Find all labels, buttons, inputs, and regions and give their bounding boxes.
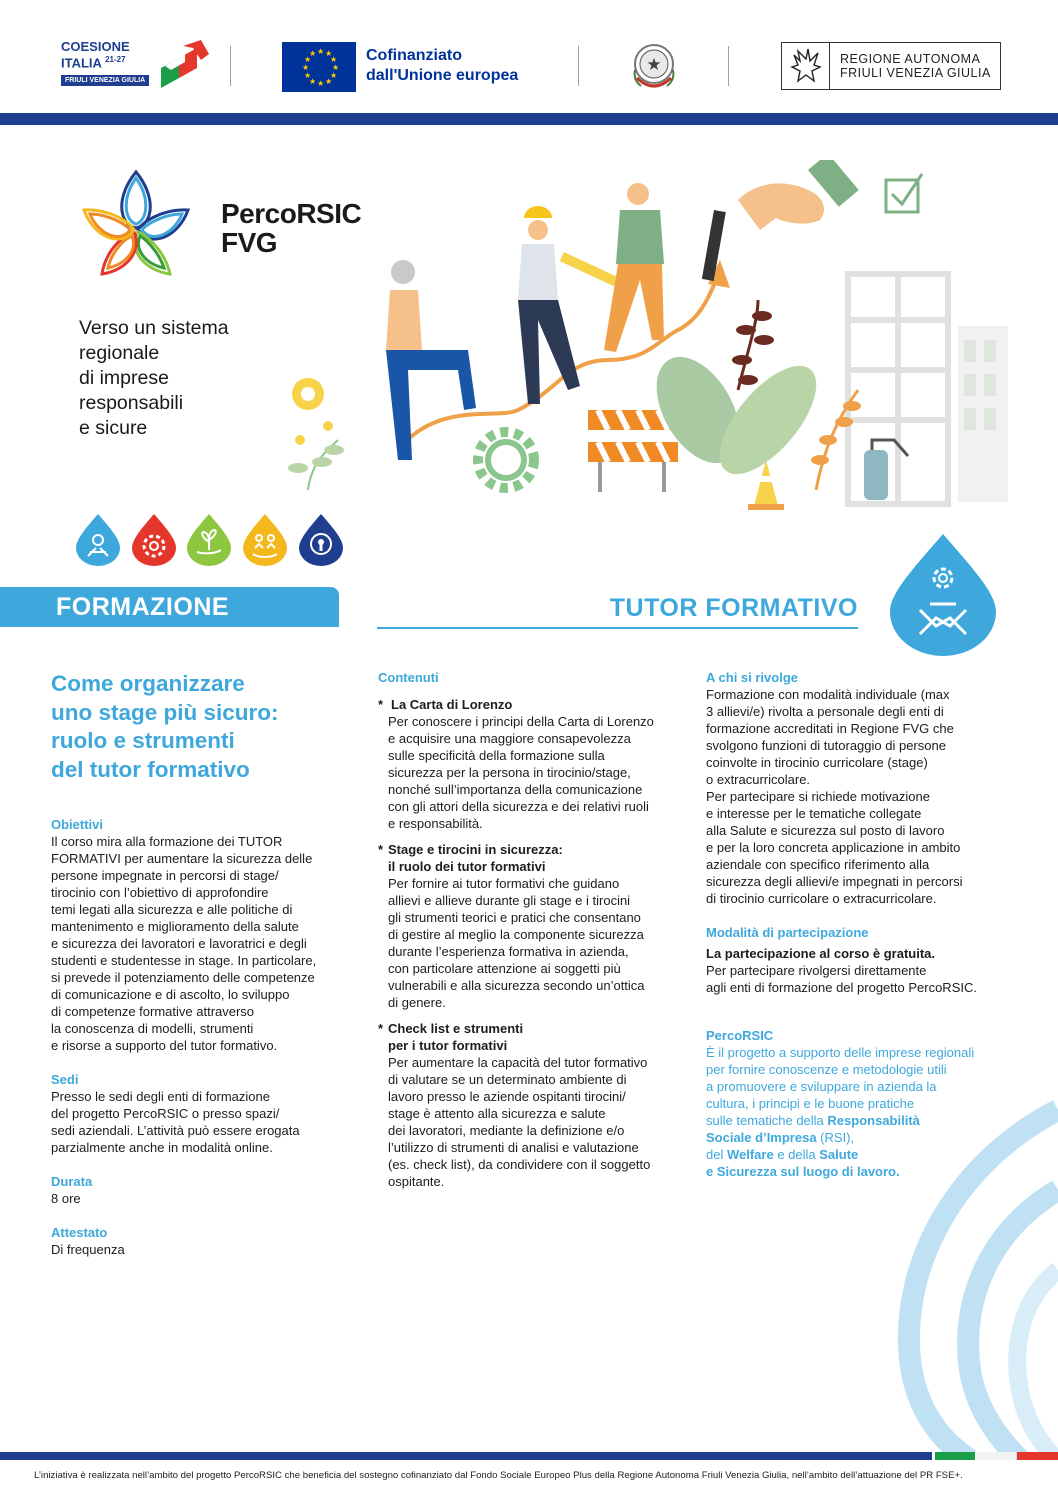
text-line: tirocinio con l’obiettivo di approfondire <box>51 885 269 900</box>
text-line: temi legati alla sicurezza e alle politiche di <box>51 902 293 917</box>
building-outline <box>848 274 948 504</box>
text-line: o extracurricolare. <box>706 772 811 787</box>
text-line: Per partecipare rivolgersi direttamente <box>706 963 927 978</box>
content-item-title: il ruolo dei tutor formativi <box>388 859 546 874</box>
obiettivi-heading: Obiettivi <box>51 817 104 832</box>
text-line: svolgono funzioni di tutoraggio di persone <box>706 738 946 753</box>
text-line: sedi aziendali. L’attività può essere erogata <box>51 1123 300 1138</box>
text-line: di gestire al meglio la componente sicurezza <box>388 927 644 942</box>
svg-text:★: ★ <box>330 71 338 80</box>
svg-text:★: ★ <box>317 79 325 88</box>
text-line: si prevede il potenziamento delle competenze <box>51 970 315 985</box>
coesione-line2: ITALIA <box>61 55 102 71</box>
text-line: mantenimento e miglioramento della salute <box>51 919 299 934</box>
text-line: di comunicazione e di ascolto, lo sviluppo <box>51 987 290 1002</box>
checkbox-icon <box>886 174 922 212</box>
barrier <box>588 410 678 492</box>
text-line: e per la loro concreta applicazione in ambito <box>706 840 961 855</box>
text-line: vulnerabili e alla sicurezza secondo un’ottica <box>388 978 645 993</box>
header-divider <box>578 46 579 86</box>
header-bar <box>0 113 1058 125</box>
svg-text:★: ★ <box>309 77 317 86</box>
text-line: aziendale con specifico riferimento alla <box>706 857 930 872</box>
italy-arrow-icon <box>157 40 211 90</box>
text-line: e interesse per le tematiche collegate <box>706 806 922 821</box>
svg-text:★: ★ <box>330 55 338 64</box>
content-item-title: Stage e tirocini in sicurezza: <box>388 842 563 857</box>
content-item-title: La Carta di Lorenzo <box>391 697 513 712</box>
text-line: e risorse a supporto del tutor formativo. <box>51 1038 278 1053</box>
content-item-text <box>388 713 694 832</box>
brand-line2: FVG <box>221 227 278 258</box>
text-line: cultura, i principi e le buone pratiche <box>706 1096 915 1111</box>
text-line: lavoro presso le aziende ospitanti tirocini/ <box>388 1089 626 1104</box>
tagline-line: regionale <box>79 342 160 364</box>
welfare-keyword: Welfare <box>726 1147 774 1162</box>
text-line: e sicurezza dei lavoratori e lavoratrici e degli <box>51 936 307 951</box>
brand-line1: PercoRSIC <box>221 198 362 229</box>
text-line: ospitante. <box>388 1174 445 1189</box>
sicurezza-keyword: e Sicurezza sul luogo di lavoro. <box>706 1164 900 1179</box>
tagline-line: e sicure <box>79 417 148 439</box>
percorsic-heading: PercoRSIC <box>706 1028 774 1043</box>
eagle-icon <box>788 47 824 85</box>
worker-man <box>518 206 618 404</box>
tagline-line: di imprese <box>79 367 169 389</box>
flag-green <box>935 1452 975 1460</box>
text-line: Per fornire ai tutor formativi che guidano <box>388 876 620 891</box>
brand-tagline <box>79 316 229 441</box>
text-line: di competenze formative attraverso <box>51 1004 255 1019</box>
text-line: sicurezza degli allievi/e impegnati in percorsi <box>706 874 963 889</box>
text-line: per fornire conoscenze e metodologie utili <box>706 1062 947 1077</box>
sedi-heading: Sedi <box>51 1072 79 1087</box>
content-item <box>378 841 694 1011</box>
durata-value: 8 ore <box>51 1191 81 1206</box>
attestato-value: Di frequenza <box>51 1242 125 1257</box>
content-item-title: Check list e strumenti <box>388 1021 524 1036</box>
text-line: Per conoscere i principi della Carta di Lorenzo <box>388 714 654 729</box>
svg-text:★: ★ <box>317 47 325 56</box>
bullet-star: * <box>378 697 384 712</box>
text-line: con particolare attenzione ai soggetti più <box>388 961 621 976</box>
footer-note: L’iniziativa è realizzata nell’ambito del progetto PercoRSIC che beneficia del sostegno cofinanziato dal Fondo Sociale Europeo Plus della Regione Autonoma Friuli Venezia Giulia, nell’ambito dell’attuazione del PR FSE+. <box>34 1470 963 1481</box>
small-gear-icon <box>292 378 324 410</box>
text-line <box>706 1129 1026 1146</box>
bullet-star: * <box>378 1021 384 1036</box>
text-line: formazione accreditati in Regione FVG che <box>706 721 954 736</box>
text-line: di genere. <box>388 995 446 1010</box>
fvg-line2: FRIULI VENEZIA GIULIA <box>840 66 991 80</box>
text-line: Presso le sedi degli enti di formazione <box>51 1089 270 1104</box>
section-title: TUTOR FORMATIVO <box>609 594 858 622</box>
formazione-band <box>0 587 339 627</box>
rsi-keyword: Responsabilità <box>827 1113 920 1128</box>
handshake-gear-icon <box>76 514 120 566</box>
coesione-italia-logo <box>61 40 211 92</box>
text-line: e acquisire una maggiore consapevolezza <box>388 731 631 746</box>
content-item-text <box>388 875 694 1011</box>
text-span: sulle tematiche della <box>706 1113 828 1128</box>
target-heading: A chi si rivolge <box>706 670 798 685</box>
svg-text:★: ★ <box>304 55 312 64</box>
svg-text:★: ★ <box>325 77 333 86</box>
header-divider <box>230 46 231 86</box>
contenuti-heading: Contenuti <box>378 670 439 685</box>
fvg-line1: REGIONE AUTONOMA <box>840 52 981 66</box>
column-left <box>51 816 361 1258</box>
svg-text:★: ★ <box>646 55 662 75</box>
course-title-line: del tutor formativo <box>51 756 250 782</box>
percorsic-text <box>706 1044 1026 1180</box>
coesione-years: 21-27 <box>105 55 126 64</box>
text-line: sulle specificità della formazione sulla <box>388 748 605 763</box>
gear-icon <box>132 514 176 566</box>
people-hand-icon <box>243 514 287 566</box>
coesione-line1: COESIONE <box>61 39 130 54</box>
eu-cofinanced-text <box>366 46 518 86</box>
text-line: FORMATIVI per aumentare la sicurezza delle <box>51 851 313 866</box>
eu-line2: dall'Unione europea <box>366 67 519 84</box>
text-line: stage è attento alla sicurezza e salute <box>388 1106 606 1121</box>
rsi-keyword: Sociale d’Impresa <box>706 1130 817 1145</box>
content-item <box>378 696 694 832</box>
eu-flag-icon <box>282 42 356 92</box>
text-line: coinvolte in tirocinio curricolare (stage) <box>706 755 928 770</box>
plant-hand-icon <box>187 514 231 566</box>
hero-illustration <box>268 160 1012 520</box>
text-line: del progetto PercoRSIC o presso spazi/ <box>51 1106 280 1121</box>
section-title-underline <box>377 627 858 629</box>
leaves <box>288 300 861 490</box>
column-right <box>706 669 1026 1180</box>
flag-red <box>1017 1452 1058 1460</box>
text-line <box>706 1146 1026 1163</box>
text-line: con gli attori della sicurezza e dei relativi ruoli <box>388 799 649 814</box>
content-item-title: per i tutor formativi <box>388 1038 508 1053</box>
flag-white <box>976 1452 1016 1460</box>
fvg-region-logo <box>781 42 1001 90</box>
eu-line1: Cofinanziato <box>366 47 462 64</box>
tagline-line: responsabili <box>79 392 184 414</box>
tutor-drop-icon <box>890 534 996 656</box>
modalita-text <box>706 962 1026 996</box>
text-line: Formazione con modalità individuale (max <box>706 687 950 702</box>
text-line: dei lavoratori, mediante la definizione e/o <box>388 1123 625 1138</box>
svg-text:★: ★ <box>332 63 340 72</box>
course-title-line: uno stage più sicuro: <box>51 699 279 725</box>
text-line: alla Salute e sicurezza sul posto di lavoro <box>706 823 945 838</box>
svg-text:★: ★ <box>302 63 310 72</box>
text-line: di valutare se un determinato ambiente di <box>388 1072 627 1087</box>
text-line: sicurezza per la persona in tirocinio/stage, <box>388 765 631 780</box>
percorsic-flower-logo-icon <box>78 166 194 282</box>
text-line: e responsabilità. <box>388 816 483 831</box>
text-line: gli strumenti teorici e pratici che consentano <box>388 910 641 925</box>
durata-heading: Durata <box>51 1174 93 1189</box>
svg-text:★: ★ <box>309 49 317 58</box>
woman-looking <box>386 260 476 460</box>
content-item <box>378 1020 694 1190</box>
text-line: È il progetto a supporto delle imprese regionali <box>706 1045 975 1060</box>
attestato-heading: Attestato <box>51 1225 108 1240</box>
bullet-star: * <box>378 842 384 857</box>
keyhole-icon <box>299 514 343 566</box>
text-line: la conoscenza di modelli, strumenti <box>51 1021 254 1036</box>
column-middle <box>378 669 694 1190</box>
text-line: di tirocinio curricolare o extracurricolare. <box>706 891 937 906</box>
text-span: del <box>706 1147 727 1162</box>
italian-republic-emblem-icon <box>629 40 679 94</box>
sedi-text <box>51 1088 361 1156</box>
text-line: studenti e studentesse in stage. In particolare, <box>51 953 317 968</box>
tagline-line: Verso un sistema <box>79 317 229 339</box>
obiettivi-text <box>51 833 361 1054</box>
modalita-heading: Modalità di partecipazione <box>706 925 869 940</box>
footer-bar <box>0 1452 932 1460</box>
hand-with-pencil <box>702 160 859 281</box>
salute-keyword: Salute <box>819 1147 859 1162</box>
text-line: Il corso mira alla formazione dei TUTOR <box>51 834 283 849</box>
text-line: Per aumentare la capacità del tutor formativo <box>388 1055 648 1070</box>
course-title-line: ruolo e strumenti <box>51 728 235 753</box>
fire-extinguisher <box>864 440 908 500</box>
text-line: (es. check list), da condividere con il soggetto <box>388 1157 651 1172</box>
formazione-label: FORMAZIONE <box>56 593 230 621</box>
text-line: durante l’esperienza formativa in azienda, <box>388 944 629 959</box>
content-item-text <box>388 1054 694 1190</box>
text-line: nonché sull’importanza della comunicazione <box>388 782 643 797</box>
target-text <box>706 686 1026 907</box>
modalita-free-note: La partecipazione al corso è gratuita. <box>706 946 936 961</box>
text-span: (RSI), <box>816 1130 855 1145</box>
text-line: a promuovere e sviluppare in azienda la <box>706 1079 937 1094</box>
text-line: 3 allievi/e) rivolta a personale degli enti di <box>706 704 944 719</box>
text-line: allievi e allieve durante gli stage e i tirocini <box>388 893 631 908</box>
text-line: agli enti di formazione del progetto PercoRSIC. <box>706 980 977 995</box>
svg-text:★: ★ <box>304 71 312 80</box>
text-line: l’utilizzo di strumenti di analisi e valutazione <box>388 1140 639 1155</box>
header-divider <box>728 46 729 86</box>
svg-text:★: ★ <box>325 49 333 58</box>
text-line <box>706 1112 1026 1129</box>
text-line: persone impegnate in percorsi di stage/ <box>51 868 279 883</box>
text-span: e della <box>773 1147 820 1162</box>
climbing-woman <box>604 183 664 352</box>
course-title-line: Come organizzare <box>51 671 245 696</box>
coesione-region: FRIULI VENEZIA GIULIA <box>61 75 149 86</box>
course-title <box>51 670 279 784</box>
text-line: parzialmente anche in modalità online. <box>51 1140 273 1155</box>
text-line: Per partecipare si richiede motivazione <box>706 789 930 804</box>
gear-icon <box>478 432 534 488</box>
